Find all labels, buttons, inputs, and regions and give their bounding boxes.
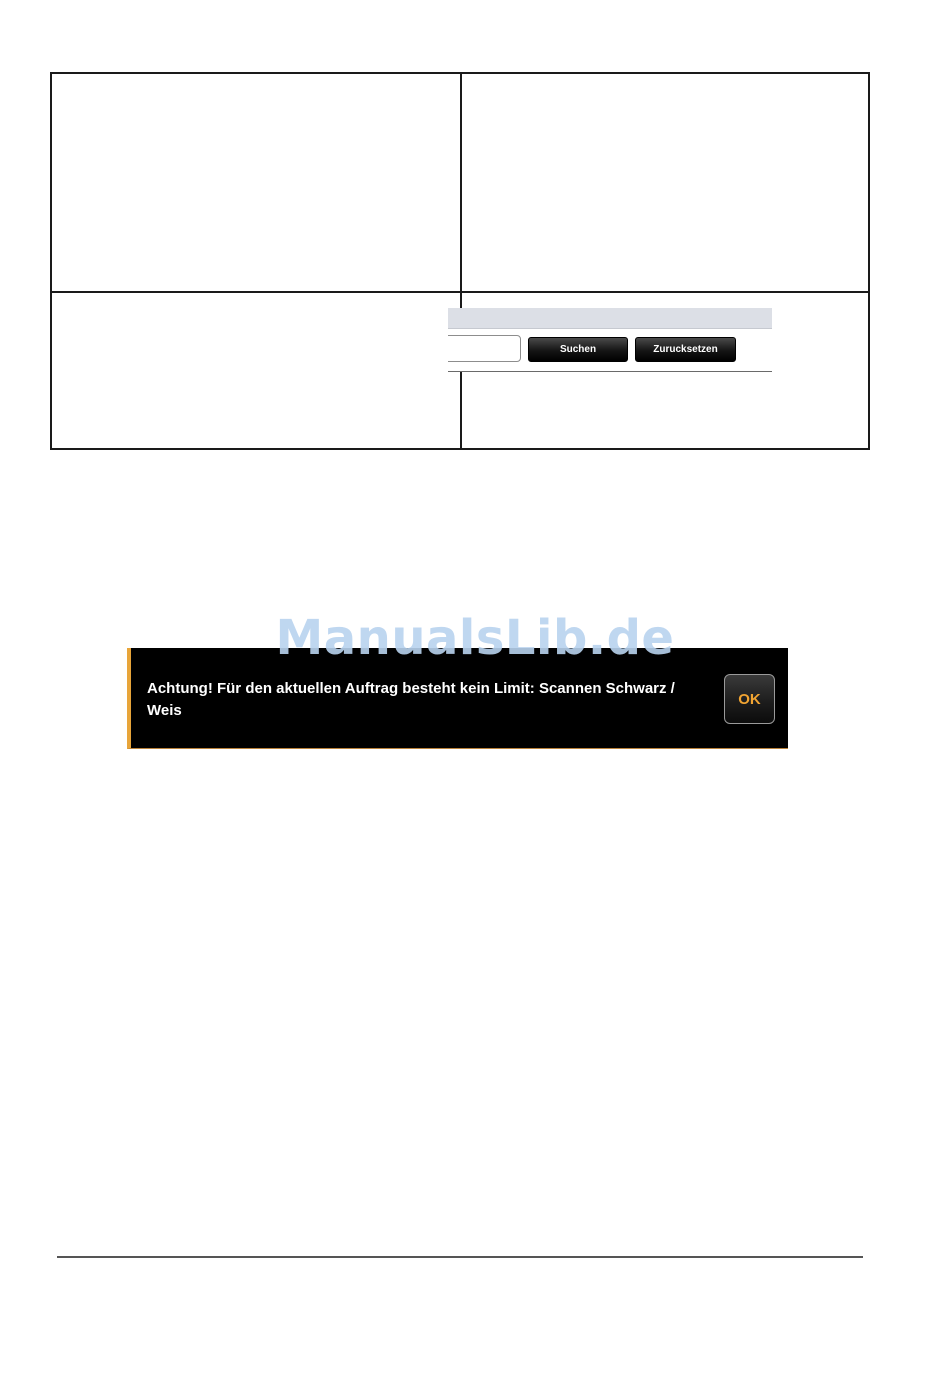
footer-divider [57, 1256, 863, 1258]
search-bar-header [448, 308, 772, 329]
search-button[interactable]: Suchen [528, 337, 628, 362]
reset-button[interactable]: Zurucksetzen [635, 337, 736, 362]
table-column-divider [460, 74, 462, 448]
table-cell-bottom-left [52, 293, 460, 448]
content-table [50, 72, 870, 450]
search-bar-divider [448, 371, 772, 372]
search-bar-screenshot [448, 308, 772, 372]
alert-message: Achtung! Für den aktuellen Auftrag besteht kein Limit: Scannen Schwarz / Weis [147, 680, 675, 719]
table-row-divider [52, 291, 868, 293]
table-cell-top-left [52, 74, 460, 291]
ok-button[interactable]: OK [724, 674, 775, 724]
search-input[interactable] [448, 335, 521, 362]
table-cell-top-right [462, 74, 868, 291]
alert-bar [127, 648, 788, 749]
watermark: ManualsLib.de [275, 610, 675, 666]
